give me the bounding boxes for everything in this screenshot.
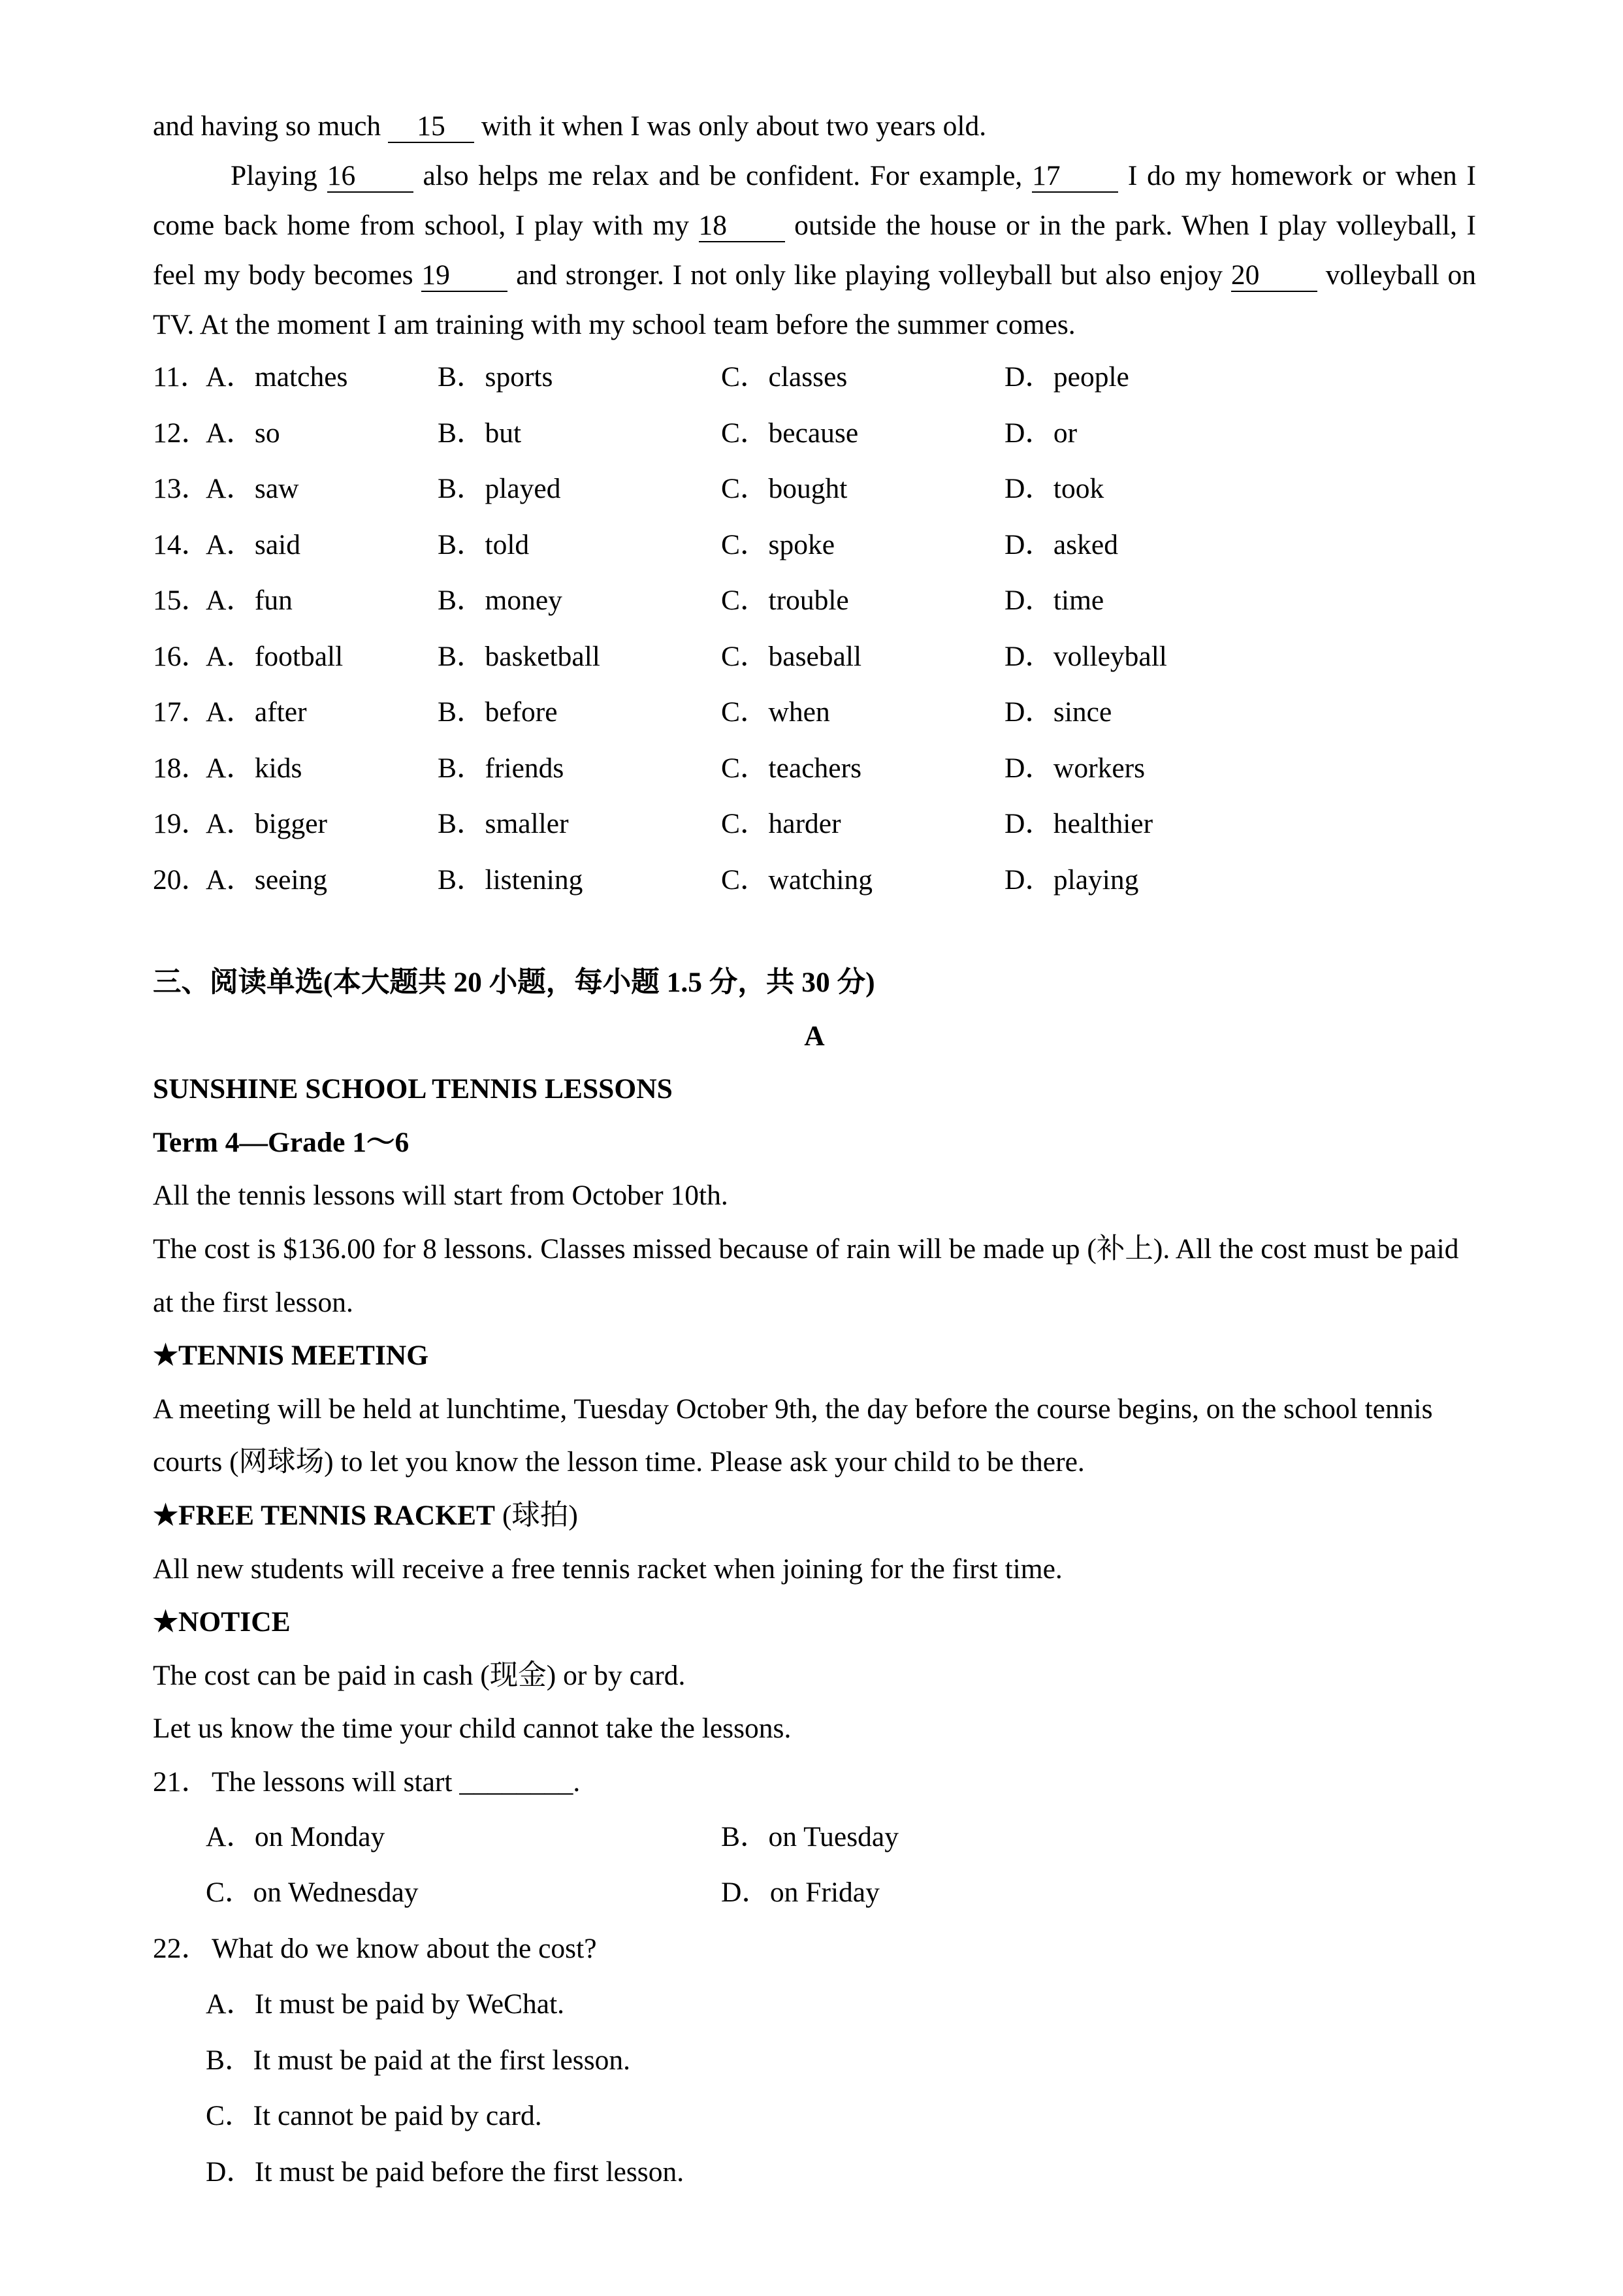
meeting-heading: ★TENNIS MEETING bbox=[153, 1340, 429, 1372]
passage-text: also helps me relax and be confident. For example, bbox=[423, 160, 1023, 191]
passage-text: Let us know the time your child cannot take the lessons. bbox=[153, 1713, 792, 1745]
option-c: C．bought bbox=[721, 473, 848, 504]
passage-text: and stronger. I not only like playing volleyball but also enjoy bbox=[516, 259, 1223, 291]
option-c: C．teachers bbox=[721, 752, 861, 784]
passage-text: The cost is $136.00 for 8 lessons. Classes missed because of rain will be made up (补上). All the cost must be paid bbox=[153, 1233, 1459, 1265]
option-b: B．listening bbox=[438, 864, 583, 896]
reading-section bbox=[153, 956, 1476, 2200]
question-18 bbox=[153, 741, 1476, 797]
question-17 bbox=[153, 685, 1476, 741]
question-number: 19． bbox=[153, 808, 210, 839]
option-b: B．sports bbox=[438, 361, 553, 393]
option-c: C．on Wednesday bbox=[206, 1877, 419, 1908]
blank-15: 15 bbox=[388, 112, 474, 143]
option-c: C．because bbox=[721, 417, 859, 449]
option-a: A．matches bbox=[206, 361, 348, 393]
passage-text: I do my homework or when I bbox=[1127, 160, 1477, 191]
option-b: B．friends bbox=[438, 752, 564, 784]
option-a: A．kids bbox=[206, 752, 302, 784]
question-number: 21． bbox=[153, 1766, 210, 1798]
blank-19: 19 bbox=[421, 261, 507, 292]
question-text: What do we know about the cost? bbox=[212, 1932, 597, 1964]
option-b: B．basketball bbox=[438, 640, 600, 672]
option-d: D．workers bbox=[1004, 752, 1146, 784]
question-14 bbox=[153, 517, 1476, 574]
question-number: 17． bbox=[153, 696, 210, 728]
racket-note: (球拍) bbox=[502, 1499, 578, 1531]
question-number: 15． bbox=[153, 585, 210, 616]
option-d: D．took bbox=[1004, 473, 1104, 504]
passage-text: courts (网球场) to let you know the lesson time. Please ask your child to be there. bbox=[153, 1446, 1085, 1478]
passage-subtitle: Term 4—Grade 1～6 bbox=[153, 1126, 410, 1158]
passage-text: A meeting will be held at lunchtime, Tuesday October 9th, the day before the course begins, on the school tennis bbox=[153, 1393, 1433, 1425]
option-a: A．said bbox=[206, 528, 300, 560]
option-b: B．before bbox=[438, 696, 558, 728]
racket-heading: ★FREE TENNIS RACKET bbox=[153, 1499, 496, 1531]
blank-16: 16 bbox=[327, 161, 413, 193]
question-number: 14． bbox=[153, 528, 210, 560]
option-c: C．harder bbox=[721, 808, 841, 839]
passage-text: outside the house or in the park. When I play volleyball, I bbox=[794, 210, 1477, 241]
option-c: C．It cannot be paid by card. bbox=[206, 2100, 542, 2131]
question-number: 22． bbox=[153, 1932, 210, 1964]
question-20 bbox=[153, 852, 1476, 909]
question-11 bbox=[153, 349, 1476, 406]
option-b: B．told bbox=[438, 528, 530, 560]
option-d: D．or bbox=[1004, 417, 1078, 449]
passage-title: SUNSHINE SCHOOL TENNIS LESSONS bbox=[153, 1073, 673, 1105]
option-b: B．played bbox=[438, 473, 561, 504]
option-a: A．seeing bbox=[206, 864, 328, 896]
option-b: B．but bbox=[438, 417, 522, 449]
passage-text: All new students will receive a free tennis racket when joining for the first time. bbox=[153, 1553, 1063, 1585]
blank-17: 17 bbox=[1032, 161, 1118, 193]
option-a: A．so bbox=[206, 417, 280, 449]
question-12 bbox=[153, 406, 1476, 462]
passage-line-4 bbox=[153, 250, 1476, 300]
question-number: 12． bbox=[153, 417, 210, 449]
question-text: The lessons will start ________. bbox=[212, 1766, 581, 1798]
option-c: C．when bbox=[721, 696, 830, 728]
option-a: A．saw bbox=[206, 473, 299, 504]
passage-text: The cost can be paid in cash (现金) or by card. bbox=[153, 1659, 686, 1691]
option-c: C．classes bbox=[721, 361, 848, 393]
option-d: D．time bbox=[1004, 585, 1104, 616]
question-21-options-row bbox=[153, 1865, 1476, 1921]
cloze-questions bbox=[153, 349, 1476, 908]
question-number: 18． bbox=[153, 752, 210, 784]
option-a: A．after bbox=[206, 696, 307, 728]
option-d: D．playing bbox=[1004, 864, 1139, 896]
option-c: C．trouble bbox=[721, 585, 849, 616]
passage-line-3 bbox=[153, 201, 1476, 250]
question-15 bbox=[153, 573, 1476, 629]
option-b: B．on Tuesday bbox=[721, 1820, 899, 1852]
option-a: A．football bbox=[206, 640, 344, 672]
option-d: D．since bbox=[1004, 696, 1112, 728]
option-d: D．asked bbox=[1004, 528, 1118, 560]
option-a: A．fun bbox=[206, 585, 293, 616]
question-22-stem bbox=[153, 1921, 1476, 1977]
passage-text: volleyball on bbox=[1325, 259, 1477, 291]
option-d: D．volleyball bbox=[1004, 640, 1167, 672]
passage-text: and having so much bbox=[153, 110, 381, 142]
notice-heading: ★NOTICE bbox=[153, 1606, 291, 1638]
option-d: D．healthier bbox=[1004, 808, 1153, 839]
option-b: B．It must be paid at the first lesson. bbox=[206, 2044, 630, 2076]
passage-text: come back home from school, I play with my bbox=[153, 210, 689, 241]
passage-text: at the first lesson. bbox=[153, 1286, 353, 1318]
option-b: B．money bbox=[438, 585, 562, 616]
option-d: D．people bbox=[1004, 361, 1129, 393]
question-19 bbox=[153, 796, 1476, 852]
question-number: 20． bbox=[153, 864, 210, 896]
question-21-options-row bbox=[153, 1809, 1476, 1866]
option-c: C．spoke bbox=[721, 528, 835, 560]
option-a: A．on Monday bbox=[206, 1820, 385, 1852]
option-d: D．It must be paid before the first lesson. bbox=[206, 2156, 684, 2188]
blank-20: 20 bbox=[1231, 261, 1317, 292]
question-16 bbox=[153, 629, 1476, 685]
passage-text: All the tennis lessons will start from October 10th. bbox=[153, 1180, 728, 1212]
question-13 bbox=[153, 461, 1476, 517]
section-heading: 三、阅读单选(本大题共 20 小题，每小题 1.5 分，共 30 分) bbox=[153, 967, 875, 998]
cloze-passage bbox=[153, 101, 1476, 349]
question-21-stem bbox=[153, 1756, 1476, 1809]
racket-heading-line bbox=[153, 1489, 1476, 1543]
passage-line-2 bbox=[153, 151, 1476, 201]
passage-line-5: TV. At the moment I am training with my school team before the summer comes. bbox=[153, 309, 1076, 340]
passage-label: A bbox=[804, 1020, 825, 1052]
option-c: C．baseball bbox=[721, 640, 862, 672]
blank-18: 18 bbox=[699, 211, 785, 242]
passage-text: Playing bbox=[231, 160, 317, 191]
option-a: A．It must be paid by WeChat. bbox=[206, 1988, 565, 2020]
passage-text: with it when I was only about two years old. bbox=[481, 110, 987, 142]
option-b: B．smaller bbox=[438, 808, 569, 839]
passage-line-1 bbox=[153, 101, 1476, 151]
question-number: 13． bbox=[153, 473, 210, 504]
question-number: 16． bbox=[153, 640, 210, 672]
question-number: 11． bbox=[153, 361, 209, 393]
option-c: C．watching bbox=[721, 864, 873, 896]
option-a: A．bigger bbox=[206, 808, 328, 839]
passage-text: feel my body becomes bbox=[153, 259, 413, 291]
option-d: D．on Friday bbox=[721, 1877, 880, 1908]
